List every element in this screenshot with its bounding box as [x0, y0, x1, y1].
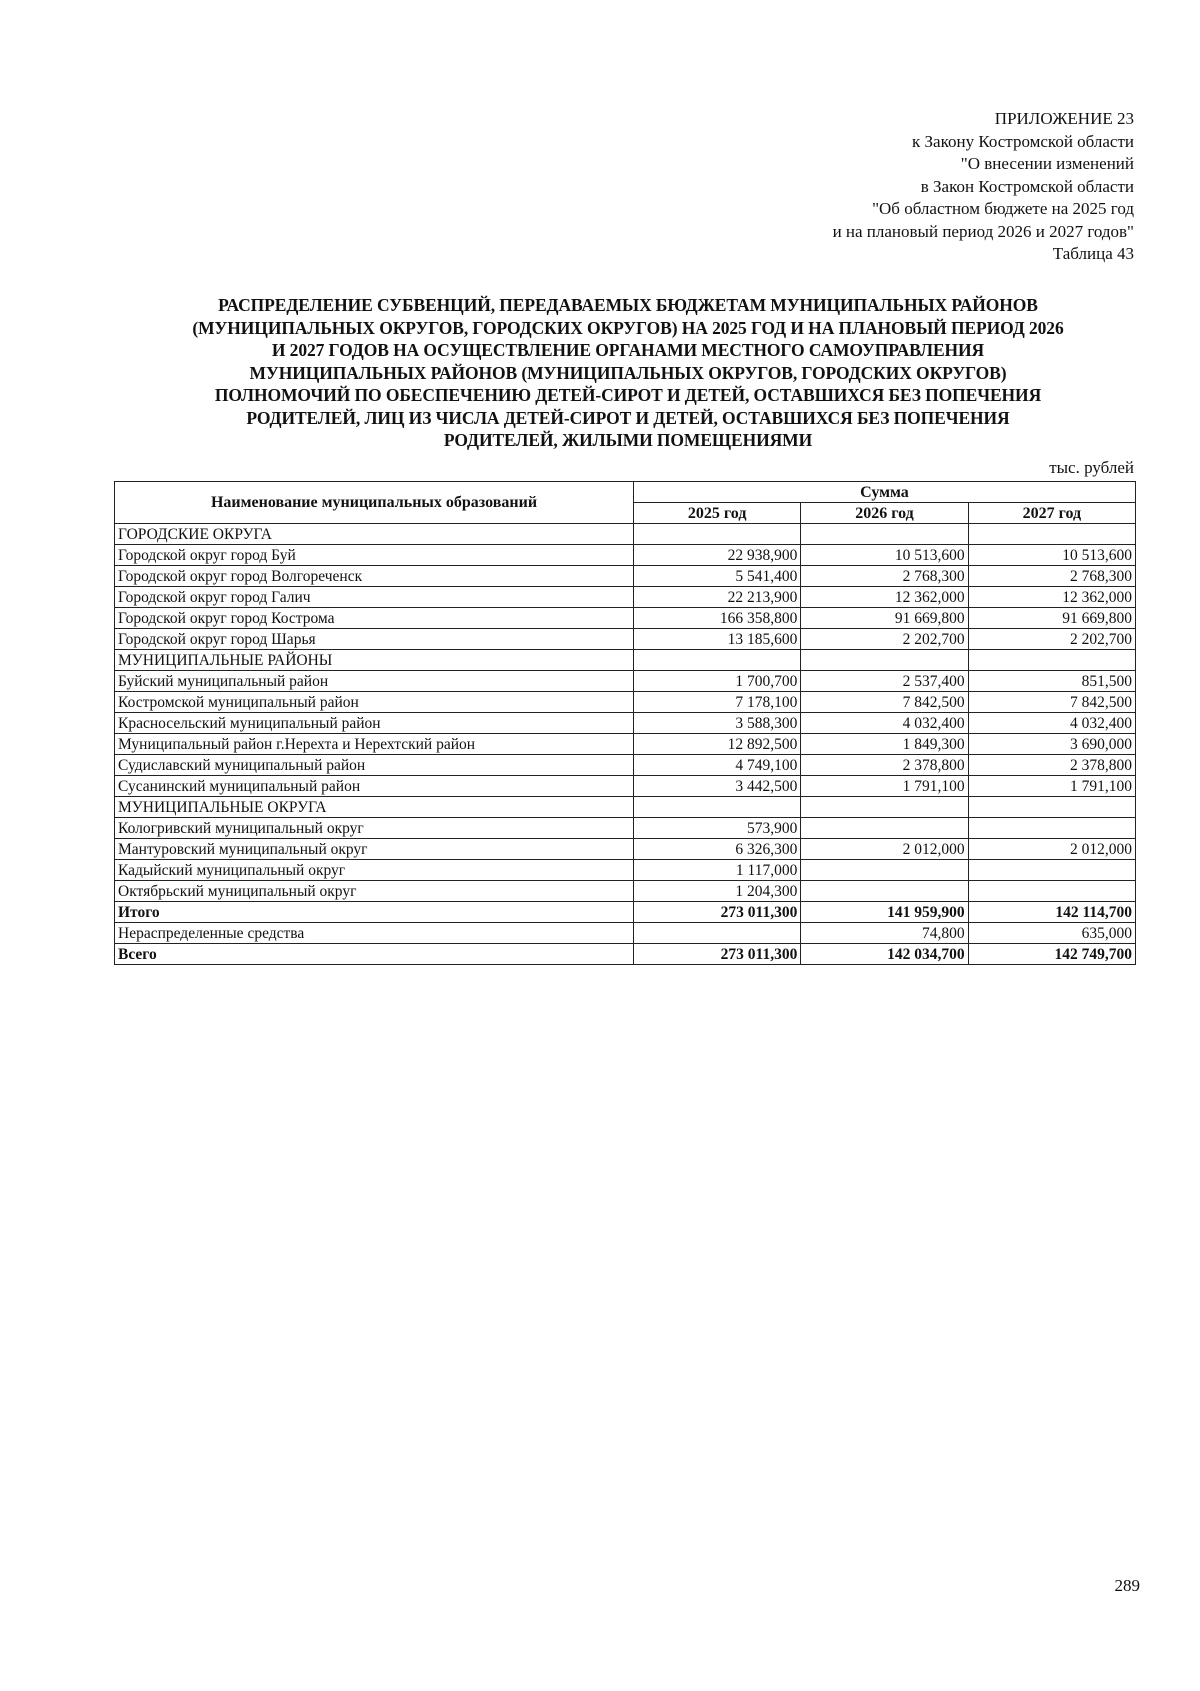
row-name-cell: Городской округ город Буй — [115, 545, 634, 566]
column-header-sum: Сумма — [634, 482, 1136, 503]
value-cell-2026: 74,800 — [801, 923, 968, 944]
value-cell-2026: 2 768,300 — [801, 566, 968, 587]
value-cell-2025: 7 178,100 — [634, 692, 801, 713]
header-line: "Об областном бюджете на 2025 год — [872, 199, 1134, 218]
value-cell-2026: 1 849,300 — [801, 734, 968, 755]
value-cell-2026: 2 378,800 — [801, 755, 968, 776]
title-line: ПОЛНОМОЧИЙ ПО ОБЕСПЕЧЕНИЮ ДЕТЕЙ-СИРОТ И ДЕТЕЙ, ОСТАВШИХСЯ БЕЗ ПОПЕЧЕНИЯ — [214, 385, 1042, 405]
title-line: РОДИТЕЛЕЙ, ЛИЦ ИЗ ЧИСЛА ДЕТЕЙ-СИРОТ И ДЕТЕЙ, ОСТАВШИХСЯ БЕЗ ПОПЕЧЕНИЯ — [246, 407, 1010, 428]
value-cell-2026: 91 669,800 — [801, 608, 968, 629]
table-body — [115, 524, 1136, 965]
value-cell-2026: 12 362,000 — [801, 587, 968, 608]
value-cell-2026 — [801, 818, 968, 839]
value-cell-2027: 12 362,000 — [968, 587, 1135, 608]
value-cell-2025: 3 588,300 — [634, 713, 801, 734]
value-cell-2025: 3 442,500 — [634, 776, 801, 797]
table-row — [115, 944, 1136, 965]
title-line: РОДИТЕЛЕЙ, ЖИЛЫМИ ПОМЕЩЕНИЯМИ — [443, 430, 813, 450]
table-row — [115, 566, 1136, 587]
row-name-cell: Октябрьский муниципальный округ — [115, 881, 634, 902]
row-name-cell: Буйский муниципальный район — [115, 671, 634, 692]
value-cell-2025: 1 117,000 — [634, 860, 801, 881]
row-name-cell: Муниципальный район г.Нерехта и Нерехтский район — [115, 734, 634, 755]
column-header-2026: 2026 год — [801, 503, 968, 524]
value-cell-2027: 3 690,000 — [968, 734, 1135, 755]
table-row — [115, 776, 1136, 797]
value-cell-2027: 2 202,700 — [968, 629, 1135, 650]
value-cell-2026 — [801, 524, 968, 545]
value-cell-2027 — [968, 818, 1135, 839]
header-line: к Закону Костромской области — [912, 131, 1134, 151]
document-title — [112, 294, 1144, 452]
table-row — [115, 545, 1136, 566]
row-name-cell: МУНИЦИПАЛЬНЫЕ РАЙОНЫ — [115, 650, 634, 671]
value-cell-2026: 2 202,700 — [801, 629, 968, 650]
column-header-name: Наименование муниципальных образований — [115, 482, 634, 524]
value-cell-2027: 635,000 — [968, 923, 1135, 944]
value-cell-2026: 141 959,900 — [801, 902, 968, 923]
row-name-cell: Городской округ город Галич — [115, 587, 634, 608]
value-cell-2025: 12 892,500 — [634, 734, 801, 755]
value-cell-2025: 273 011,300 — [634, 902, 801, 923]
row-name-cell: Всего — [115, 944, 634, 965]
value-cell-2025 — [634, 524, 801, 545]
value-cell-2025: 273 011,300 — [634, 944, 801, 965]
subventions-table — [114, 481, 1136, 965]
value-cell-2027: 4 032,400 — [968, 713, 1135, 734]
value-cell-2025: 1 700,700 — [634, 671, 801, 692]
table-row — [115, 587, 1136, 608]
value-cell-2027: 2 012,000 — [968, 839, 1135, 860]
table-row — [115, 839, 1136, 860]
value-cell-2026 — [801, 860, 968, 881]
value-cell-2027: 2 378,800 — [968, 755, 1135, 776]
header-line: и на плановый период 2026 и 2027 годов" — [832, 221, 1134, 241]
row-name-cell: Городской округ город Волгореченск — [115, 566, 634, 587]
value-cell-2025: 5 541,400 — [634, 566, 801, 587]
value-cell-2025: 22 938,900 — [634, 545, 801, 566]
row-name-cell: Кадыйский муниципальный округ — [115, 860, 634, 881]
table-row — [115, 713, 1136, 734]
title-line: И 2027 ГОДОВ НА ОСУЩЕСТВЛЕНИЕ ОРГАНАМИ МЕСТНОГО САМОУПРАВЛЕНИЯ — [271, 340, 985, 360]
value-cell-2025: 1 204,300 — [634, 881, 801, 902]
value-cell-2027: 10 513,600 — [968, 545, 1135, 566]
value-cell-2025: 13 185,600 — [634, 629, 801, 650]
value-cell-2025: 166 358,800 — [634, 608, 801, 629]
value-cell-2026: 7 842,500 — [801, 692, 968, 713]
column-header-2025: 2025 год — [634, 503, 801, 524]
value-cell-2026 — [801, 650, 968, 671]
value-cell-2027: 1 791,100 — [968, 776, 1135, 797]
value-cell-2025 — [634, 923, 801, 944]
table-row — [115, 629, 1136, 650]
row-name-cell: Кологривский муниципальный округ — [115, 818, 634, 839]
table-number: Таблица 43 — [1052, 244, 1134, 263]
row-name-cell: Судиславский муниципальный район — [115, 755, 634, 776]
header-line: в Закон Костромской области — [920, 176, 1134, 196]
table-row — [115, 881, 1136, 902]
value-cell-2025: 4 749,100 — [634, 755, 801, 776]
title-line: (МУНИЦИПАЛЬНЫХ ОКРУГОВ, ГОРОДСКИХ ОКРУГОВ) НА 2025 ГОД И НА ПЛАНОВЫЙ ПЕРИОД 2026 — [192, 317, 1064, 338]
value-cell-2026: 2 537,400 — [801, 671, 968, 692]
title-line: МУНИЦИПАЛЬНЫХ РАЙОНОВ (МУНИЦИПАЛЬНЫХ ОКРУГОВ, ГОРОДСКИХ ОКРУГОВ) — [249, 362, 1007, 383]
header-line: ПРИЛОЖЕНИЕ 23 — [994, 109, 1134, 128]
value-cell-2025 — [634, 650, 801, 671]
row-name-cell: Красносельский муниципальный район — [115, 713, 634, 734]
table-row — [115, 734, 1136, 755]
value-cell-2027: 7 842,500 — [968, 692, 1135, 713]
value-cell-2027 — [968, 650, 1135, 671]
row-name-cell: Городской округ город Кострома — [115, 608, 634, 629]
value-cell-2027 — [968, 524, 1135, 545]
value-cell-2026 — [801, 881, 968, 902]
row-name-cell: Итого — [115, 902, 634, 923]
value-cell-2026 — [801, 797, 968, 818]
title-line: РАСПРЕДЕЛЕНИЕ СУБВЕНЦИЙ, ПЕРЕДАВАЕМЫХ БЮДЖЕТАМ МУНИЦИПАЛЬНЫХ РАЙОНОВ — [218, 295, 1038, 315]
row-name-cell: Сусанинский муниципальный район — [115, 776, 634, 797]
row-name-cell: Нераспределенные средства — [115, 923, 634, 944]
value-cell-2026: 2 012,000 — [801, 839, 968, 860]
unit-label: тыс. рублей — [1049, 458, 1134, 477]
table-row — [115, 608, 1136, 629]
value-cell-2025: 22 213,900 — [634, 587, 801, 608]
value-cell-2027 — [968, 860, 1135, 881]
table-row — [115, 524, 1136, 545]
header-line: "О внесении изменений — [960, 154, 1134, 173]
table-row — [115, 818, 1136, 839]
table-row — [115, 923, 1136, 944]
table-row — [115, 692, 1136, 713]
table-row — [115, 797, 1136, 818]
value-cell-2026: 1 791,100 — [801, 776, 968, 797]
value-cell-2027 — [968, 881, 1135, 902]
table-row — [115, 860, 1136, 881]
value-cell-2027: 142 749,700 — [968, 944, 1135, 965]
table-row — [115, 755, 1136, 776]
column-header-2027: 2027 год — [968, 503, 1135, 524]
row-name-cell: Городской округ город Шарья — [115, 629, 634, 650]
value-cell-2026: 10 513,600 — [801, 545, 968, 566]
value-cell-2027: 91 669,800 — [968, 608, 1135, 629]
row-name-cell: МУНИЦИПАЛЬНЫЕ ОКРУГА — [115, 797, 634, 818]
table-row — [115, 902, 1136, 923]
row-name-cell: Мантуровский муниципальный округ — [115, 839, 634, 860]
page-number: 289 — [1114, 1576, 1140, 1595]
table-row — [115, 671, 1136, 692]
value-cell-2027: 2 768,300 — [968, 566, 1135, 587]
value-cell-2026: 142 034,700 — [801, 944, 968, 965]
value-cell-2026: 4 032,400 — [801, 713, 968, 734]
value-cell-2027 — [968, 797, 1135, 818]
appendix-header — [574, 108, 1134, 266]
table-row — [115, 650, 1136, 671]
row-name-cell: Костромской муниципальный район — [115, 692, 634, 713]
row-name-cell: ГОРОДСКИЕ ОКРУГА — [115, 524, 634, 545]
value-cell-2025: 573,900 — [634, 818, 801, 839]
value-cell-2025: 6 326,300 — [634, 839, 801, 860]
value-cell-2025 — [634, 797, 801, 818]
value-cell-2027: 142 114,700 — [968, 902, 1135, 923]
value-cell-2027: 851,500 — [968, 671, 1135, 692]
